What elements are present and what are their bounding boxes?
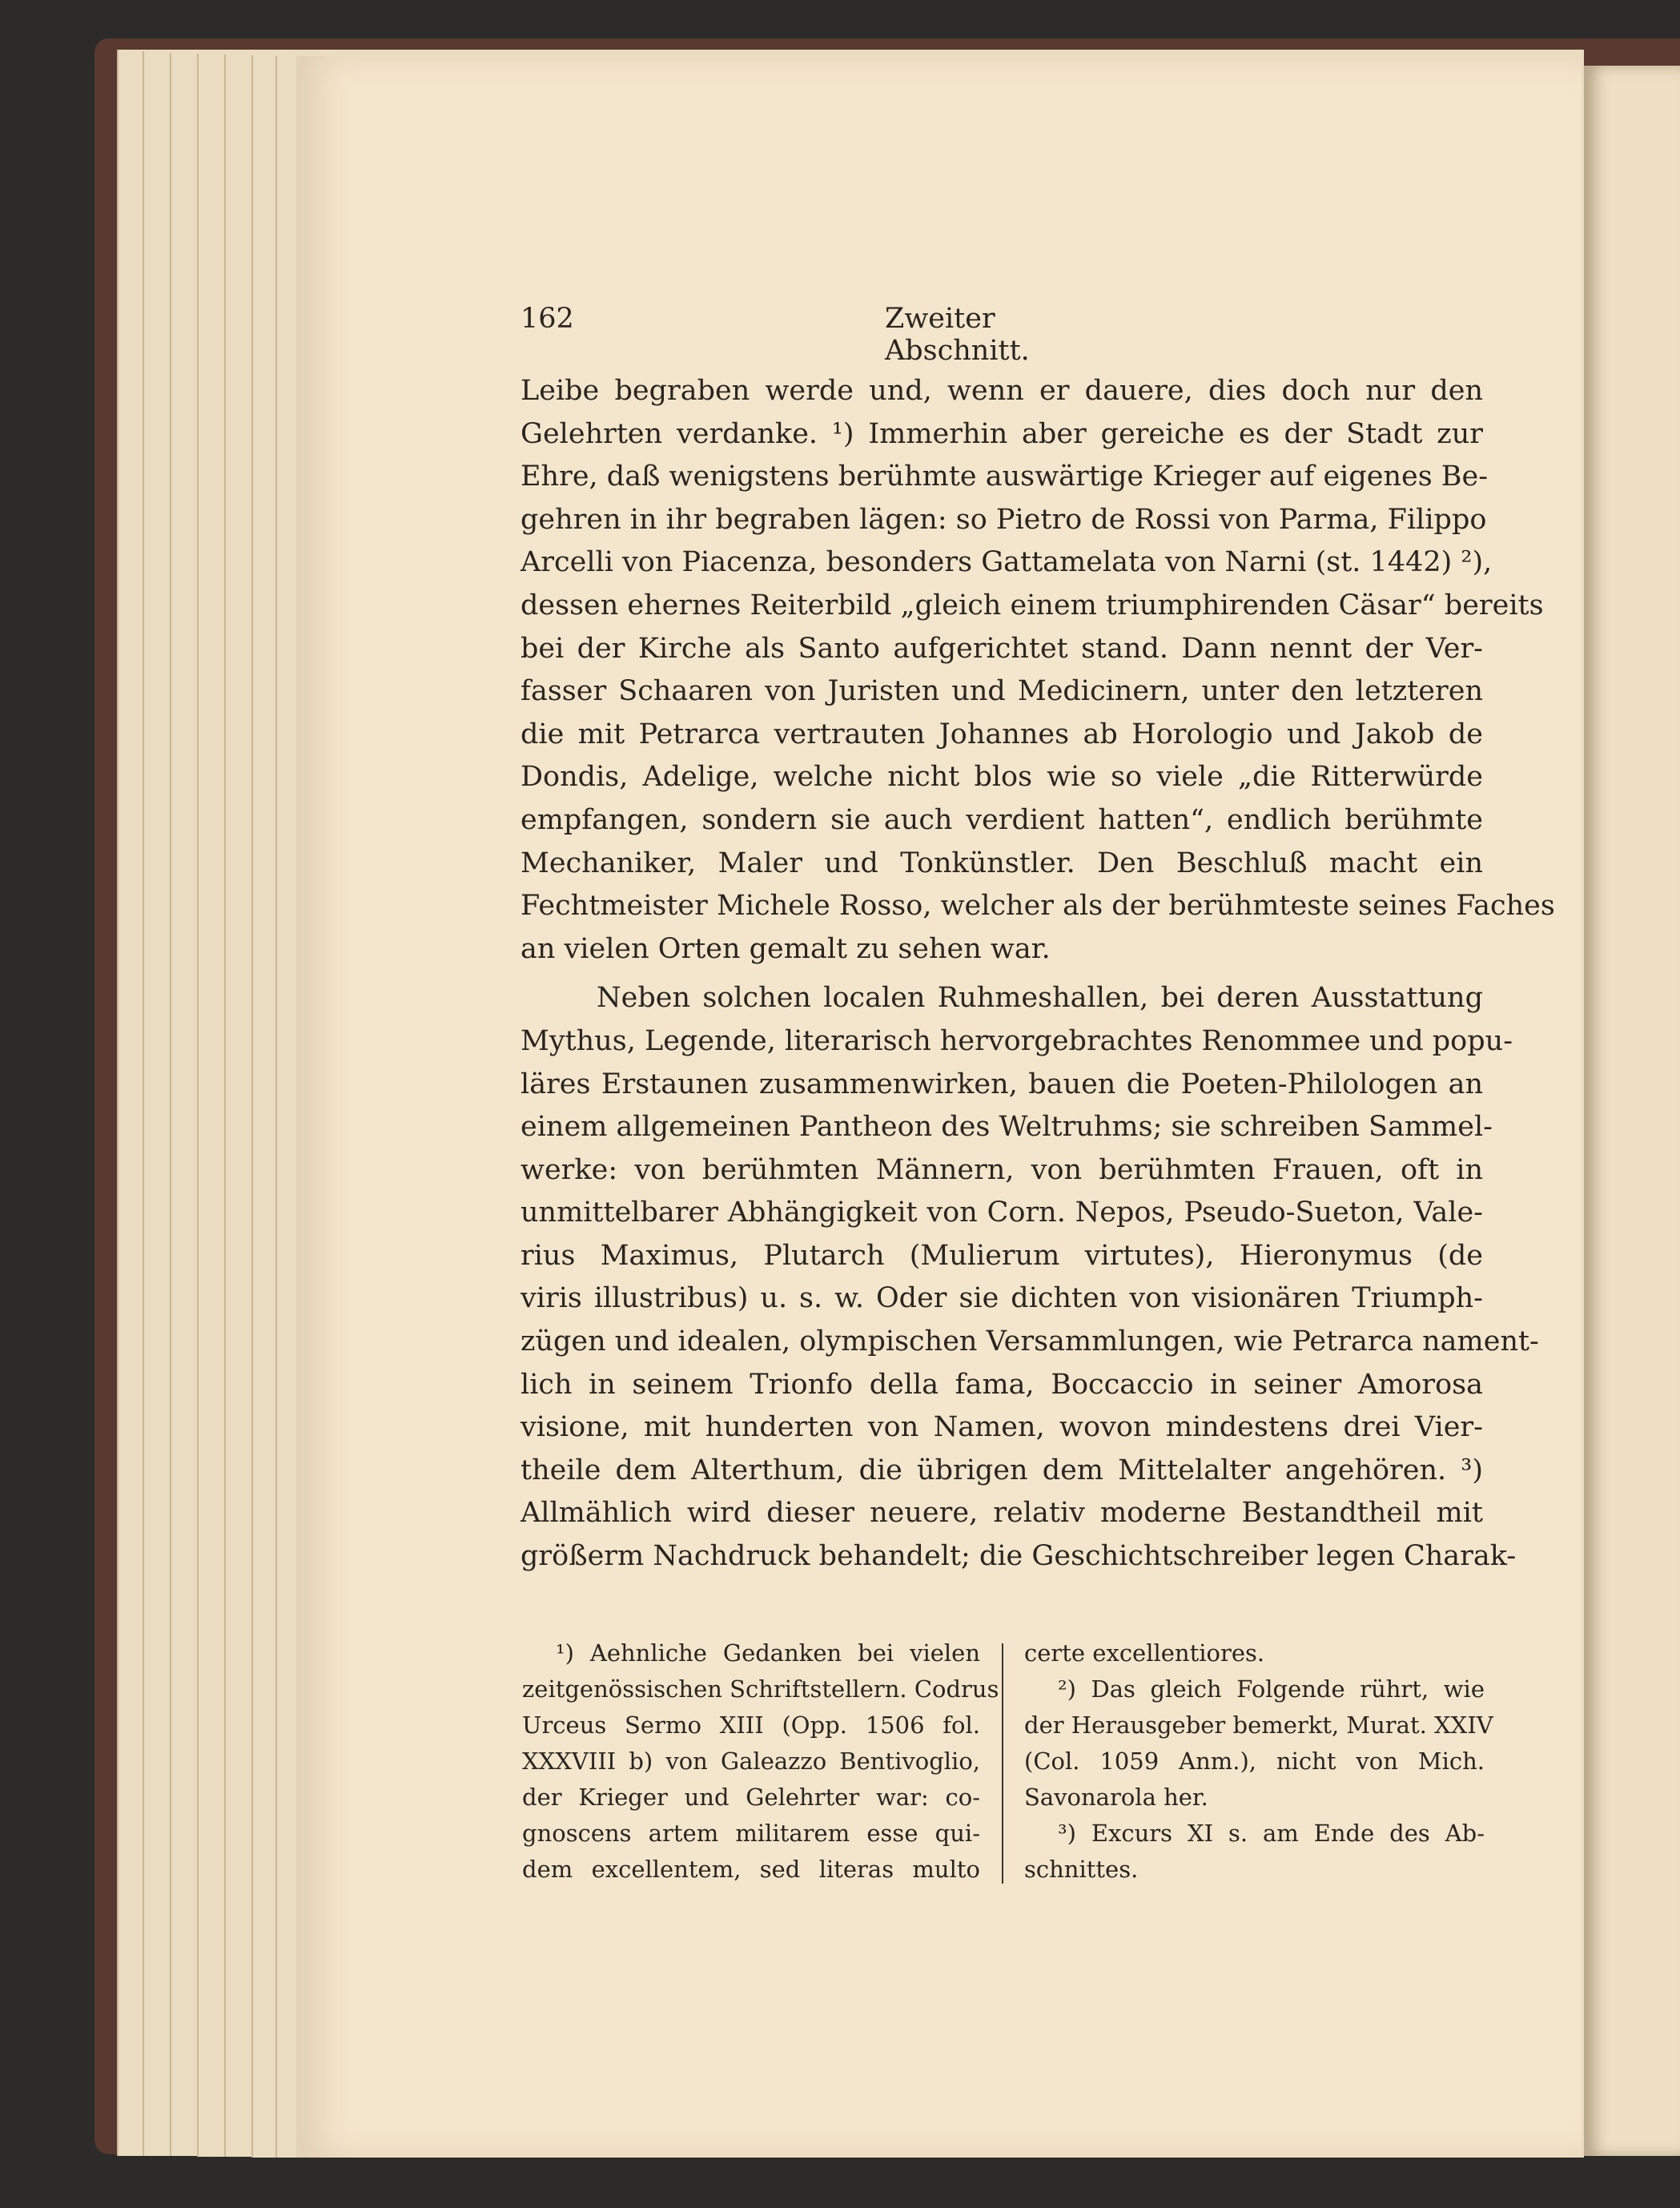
running-header — [520, 303, 1129, 367]
text-line: lich in seinem Trionfo della fama, Boccaccio in seiner Amorosa — [520, 1368, 1483, 1401]
facing-page-edge — [1584, 66, 1680, 2156]
body-text — [520, 370, 1555, 1579]
footnote-line: Urceus Sermo XIII (Opp. 1506 fol. — [522, 1711, 980, 1739]
footnote-line: XXXVIII b) von Galeazzo Bentivoglio, — [522, 1747, 980, 1775]
text-line: bei der Kirche als Santo aufgerichtet stand. Dann nennt der Ver- — [520, 632, 1483, 665]
footnotes-left — [522, 1635, 999, 1888]
text-line: läres Erstaunen zusammenwirken, bauen die Poeten-Philologen an — [520, 1068, 1483, 1100]
footnote-line: (Col. 1059 Anm.), nicht von Mich. — [1024, 1747, 1485, 1775]
column-divider — [1002, 1643, 1003, 1884]
text-line: fasser Schaaren von Juristen und Medicinern, unter den letzteren — [520, 675, 1483, 708]
footnote-line: certe excellentiores. — [1024, 1639, 1265, 1667]
text-line: Mechaniker, Maler und Tonkünstler. Den Beschluß macht ein — [520, 847, 1483, 879]
text-line: Mythus, Legende, literarisch hervorgebrachtes Renommee und popu- — [520, 1024, 1513, 1057]
text-line: Ehre, daß wenigstens berühmte auswärtige Krieger auf eigenes Be- — [520, 461, 1489, 493]
page-number: 162 — [520, 303, 574, 335]
text-line: größerm Nachdruck behandelt; die Geschichtschreiber legen Charak- — [520, 1540, 1517, 1573]
text-line: unmittelbarer Abhängigkeit von Corn. Nepos, Pseudo-Sueton, Vale- — [520, 1197, 1483, 1229]
text-line: einem allgemeinen Pantheon des Weltruhms; sie schreiben Sammel- — [520, 1111, 1493, 1144]
text-line: Gelehrten verdanke. ¹) Immerhin aber gereiche es der Stadt zur — [520, 417, 1483, 450]
text-line: Fechtmeister Michele Rosso, welcher als der berühmteste seines Faches — [520, 890, 1555, 923]
text-line: dessen ehernes Reiterbild „gleich einem triumphirenden Cäsar“ bereits — [520, 589, 1544, 621]
footnote-line: ³) Excurs XI s. am Ende des Ab- — [1058, 1820, 1485, 1847]
text-line: werke: von berühmten Männern, von berühmten Frauen, oft in — [520, 1153, 1483, 1186]
text-line: visione, mit hunderten von Namen, wovon mindestens drei Vier- — [520, 1411, 1483, 1444]
footnote-line: gnoscens artem militarem esse qui- — [522, 1820, 980, 1847]
footnote-line: schnittes. — [1024, 1856, 1139, 1883]
text-line: empfangen, sondern sie auch verdient hatten“, endlich berühmte — [520, 803, 1483, 836]
footnote-line: ²) Das gleich Folgende rührt, wie — [1058, 1675, 1485, 1703]
text-line: rius Maximus, Plutarch (Mulierum virtutes), Hieronymus (de — [520, 1239, 1483, 1272]
text-line: zügen und idealen, olympischen Versammlungen, wie Petrarca nament- — [520, 1325, 1539, 1358]
paragraph-gap — [520, 971, 1483, 977]
text-line: Neben solchen localen Ruhmeshallen, bei deren Ausstattung — [597, 982, 1483, 1015]
text-line: viris illustribus) u. s. w. Oder sie dichten von visionären Triumph- — [520, 1282, 1483, 1315]
text-line: die mit Petrarca vertrauten Johannes ab Horologio und Jakob de — [520, 718, 1483, 750]
text-line: theile dem Alterthum, die übrigen dem Mittelalter angehören. ³) — [520, 1454, 1483, 1486]
text-line: Leibe begraben werde und, wenn er dauere, dies doch nur den — [520, 375, 1483, 407]
text-line: Dondis, Adelige, welche nicht blos wie so viele „die Ritterwürde — [520, 761, 1483, 794]
chapter-title: Zweiter Abschnitt. — [885, 303, 1030, 367]
footnote-line: der Herausgeber bemerkt, Murat. XXIV — [1024, 1711, 1493, 1739]
footnote-line: ¹) Aehnliche Gedanken bei vielen — [556, 1639, 980, 1667]
footnote-line: dem excellentem, sed literas multo — [522, 1856, 980, 1883]
text-line: Allmählich wird dieser neuere, relativ moderne Bestandtheil mit — [520, 1497, 1483, 1530]
footnote-line: Savonarola her. — [1024, 1784, 1208, 1811]
footnote-line: der Krieger und Gelehrter war: co- — [522, 1784, 980, 1811]
footnotes-right — [1024, 1635, 1493, 1888]
text-line: an vielen Orten gemalt zu sehen war. — [520, 932, 1051, 965]
text-line: Arcelli von Piacenza, besonders Gattamelata von Narni (st. 1442) ²), — [520, 546, 1493, 579]
footnote-line: zeitgenössischen Schriftstellern. Codrus — [522, 1675, 999, 1703]
text-line: gehren in ihr begraben lägen: so Pietro de Rossi von Parma, Filippo — [520, 503, 1487, 536]
